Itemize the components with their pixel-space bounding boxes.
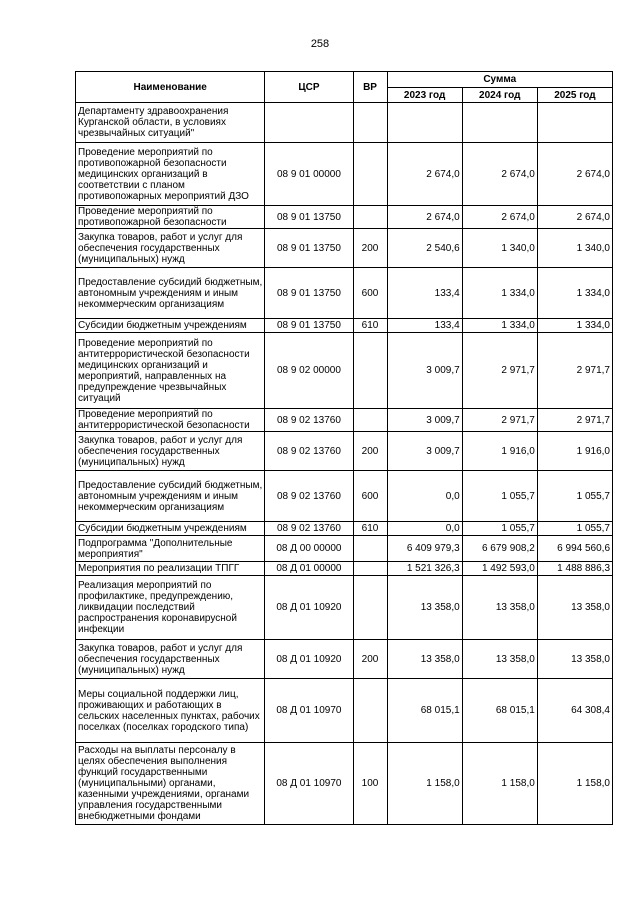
row-value-2025: 2 674,0 — [537, 206, 612, 229]
row-vr: 610 — [353, 319, 387, 333]
row-csr: 08 Д 01 10970 — [265, 679, 353, 743]
row-value-2024: 1 055,7 — [462, 471, 537, 522]
table-row — [76, 409, 613, 432]
row-name: Проведение мероприятий по противопожарной безопасности медицинских организаций в соответствии с планом противопожарных мероприятий ДЗО — [76, 143, 265, 206]
row-csr: 08 9 01 13750 — [265, 268, 353, 319]
row-csr: 08 Д 01 10970 — [265, 743, 353, 825]
row-name: Расходы на выплаты персоналу в целях обеспечения выполнения функций государственными (муниципальными) органами, казенными учреждениями, органами управления государственными внебюджетными фондами — [76, 743, 265, 825]
row-value-2023: 133,4 — [387, 268, 462, 319]
table-row — [76, 536, 613, 562]
row-value-2024: 13 358,0 — [462, 640, 537, 679]
row-name: Департаменту здравоохранения Курганской области, в условиях чрезвычайных ситуаций" — [76, 103, 265, 143]
row-value-2024: 1 916,0 — [462, 432, 537, 471]
row-value-2023: 68 015,1 — [387, 679, 462, 743]
row-value-2023: 2 540,6 — [387, 229, 462, 268]
table-row — [76, 432, 613, 471]
row-vr — [353, 679, 387, 743]
row-name: Субсидии бюджетным учреждениям — [76, 319, 265, 333]
header-csr: ЦСР — [265, 72, 353, 103]
row-value-2023: 2 674,0 — [387, 143, 462, 206]
row-csr: 08 9 02 13760 — [265, 471, 353, 522]
row-value-2023: 0,0 — [387, 522, 462, 536]
row-value-2025: 2 971,7 — [537, 333, 612, 409]
row-value-2024: 1 334,0 — [462, 268, 537, 319]
row-name: Закупка товаров, работ и услуг для обеспечения государственных (муниципальных) нужд — [76, 432, 265, 471]
row-value-2024: 1 492 593,0 — [462, 562, 537, 576]
table-row — [76, 471, 613, 522]
header-year-2023: 2023 год — [387, 88, 462, 103]
row-vr — [353, 536, 387, 562]
row-vr: 100 — [353, 743, 387, 825]
budget-table — [75, 71, 613, 825]
table-row — [76, 206, 613, 229]
row-value-2025: 1 055,7 — [537, 522, 612, 536]
row-csr: 08 Д 01 10920 — [265, 640, 353, 679]
table-row — [76, 103, 613, 143]
row-csr: 08 9 01 13750 — [265, 229, 353, 268]
row-value-2024: 68 015,1 — [462, 679, 537, 743]
row-name: Предоставление субсидий бюджетным, автономным учреждениям и иным некоммерческим организациям — [76, 268, 265, 319]
row-name: Закупка товаров, работ и услуг для обеспечения государственных (муниципальных) нужд — [76, 229, 265, 268]
row-name: Меры социальной поддержки лиц, проживающих и работающих в сельских населенных пунктах, рабочих поселках (поселках городского типа) — [76, 679, 265, 743]
row-value-2023: 133,4 — [387, 319, 462, 333]
row-value-2024 — [462, 103, 537, 143]
table-row — [76, 229, 613, 268]
row-value-2023: 3 009,7 — [387, 409, 462, 432]
table-row — [76, 679, 613, 743]
row-value-2024: 2 674,0 — [462, 206, 537, 229]
row-vr: 200 — [353, 640, 387, 679]
row-value-2025: 1 055,7 — [537, 471, 612, 522]
header-year-2025: 2025 год — [537, 88, 612, 103]
row-vr — [353, 103, 387, 143]
row-value-2025: 6 994 560,6 — [537, 536, 612, 562]
row-vr — [353, 206, 387, 229]
row-csr: 08 Д 01 10920 — [265, 576, 353, 640]
row-value-2023: 3 009,7 — [387, 333, 462, 409]
table-row — [76, 319, 613, 333]
row-value-2025: 1 334,0 — [537, 268, 612, 319]
row-name: Закупка товаров, работ и услуг для обеспечения государственных (муниципальных) нужд — [76, 640, 265, 679]
row-value-2025: 1 334,0 — [537, 319, 612, 333]
row-value-2024: 2 674,0 — [462, 143, 537, 206]
row-value-2024: 1 340,0 — [462, 229, 537, 268]
header-vr: ВР — [353, 72, 387, 103]
row-name: Подпрограмма "Дополнительные мероприятия" — [76, 536, 265, 562]
row-value-2024: 6 679 908,2 — [462, 536, 537, 562]
row-value-2025: 1 340,0 — [537, 229, 612, 268]
row-csr: 08 Д 01 00000 — [265, 562, 353, 576]
row-csr: 08 9 02 00000 — [265, 333, 353, 409]
row-csr: 08 9 01 13750 — [265, 319, 353, 333]
row-value-2025 — [537, 103, 612, 143]
row-value-2023: 1 521 326,3 — [387, 562, 462, 576]
row-name: Предоставление субсидий бюджетным, автономным учреждениям и иным некоммерческим организациям — [76, 471, 265, 522]
row-vr: 600 — [353, 268, 387, 319]
row-value-2025: 64 308,4 — [537, 679, 612, 743]
row-value-2023: 13 358,0 — [387, 576, 462, 640]
table-row — [76, 333, 613, 409]
row-name: Проведение мероприятий по антитеррористической безопасности — [76, 409, 265, 432]
row-value-2024: 13 358,0 — [462, 576, 537, 640]
row-vr — [353, 143, 387, 206]
row-vr — [353, 333, 387, 409]
row-value-2025: 1 916,0 — [537, 432, 612, 471]
row-value-2025: 1 158,0 — [537, 743, 612, 825]
row-vr — [353, 409, 387, 432]
row-vr — [353, 562, 387, 576]
row-value-2025: 13 358,0 — [537, 576, 612, 640]
table-row — [76, 562, 613, 576]
row-name: Проведение мероприятий по противопожарной безопасности — [76, 206, 265, 229]
row-csr: 08 9 02 13760 — [265, 522, 353, 536]
table-row — [76, 576, 613, 640]
header-year-2024: 2024 год — [462, 88, 537, 103]
row-value-2024: 2 971,7 — [462, 333, 537, 409]
row-vr: 600 — [353, 471, 387, 522]
row-vr: 200 — [353, 229, 387, 268]
row-value-2023: 3 009,7 — [387, 432, 462, 471]
row-value-2025: 2 971,7 — [537, 409, 612, 432]
row-vr: 200 — [353, 432, 387, 471]
row-csr: 08 9 01 00000 — [265, 143, 353, 206]
row-value-2023: 0,0 — [387, 471, 462, 522]
row-value-2023: 6 409 979,3 — [387, 536, 462, 562]
row-csr: 08 9 02 13760 — [265, 432, 353, 471]
row-csr: 08 9 01 13750 — [265, 206, 353, 229]
header-name: Наименование — [76, 72, 265, 103]
row-name: Субсидии бюджетным учреждениям — [76, 522, 265, 536]
row-name: Реализация мероприятий по профилактике, предупреждению, ликвидации последствий распространения коронавирусной инфекции — [76, 576, 265, 640]
row-value-2024: 2 971,7 — [462, 409, 537, 432]
row-name: Проведение мероприятий по антитеррористической безопасности медицинских организаций и мероприятий, направленных на предупреждение чрезвычайных ситуаций — [76, 333, 265, 409]
row-value-2023: 2 674,0 — [387, 206, 462, 229]
row-vr: 610 — [353, 522, 387, 536]
table-row — [76, 143, 613, 206]
row-value-2023: 13 358,0 — [387, 640, 462, 679]
page-number: 258 — [310, 38, 330, 50]
row-csr: 08 9 02 13760 — [265, 409, 353, 432]
row-value-2023: 1 158,0 — [387, 743, 462, 825]
row-vr — [353, 576, 387, 640]
row-value-2024: 1 334,0 — [462, 319, 537, 333]
row-value-2025: 1 488 886,3 — [537, 562, 612, 576]
table-row — [76, 743, 613, 825]
row-value-2024: 1 055,7 — [462, 522, 537, 536]
table-row — [76, 522, 613, 536]
row-value-2025: 2 674,0 — [537, 143, 612, 206]
row-name: Мероприятия по реализации ТПГГ — [76, 562, 265, 576]
table-row — [76, 640, 613, 679]
row-csr — [265, 103, 353, 143]
table-body — [76, 103, 613, 825]
row-csr: 08 Д 00 00000 — [265, 536, 353, 562]
row-value-2023 — [387, 103, 462, 143]
table-row — [76, 268, 613, 319]
header-sum: Сумма — [387, 72, 612, 88]
row-value-2024: 1 158,0 — [462, 743, 537, 825]
row-value-2025: 13 358,0 — [537, 640, 612, 679]
